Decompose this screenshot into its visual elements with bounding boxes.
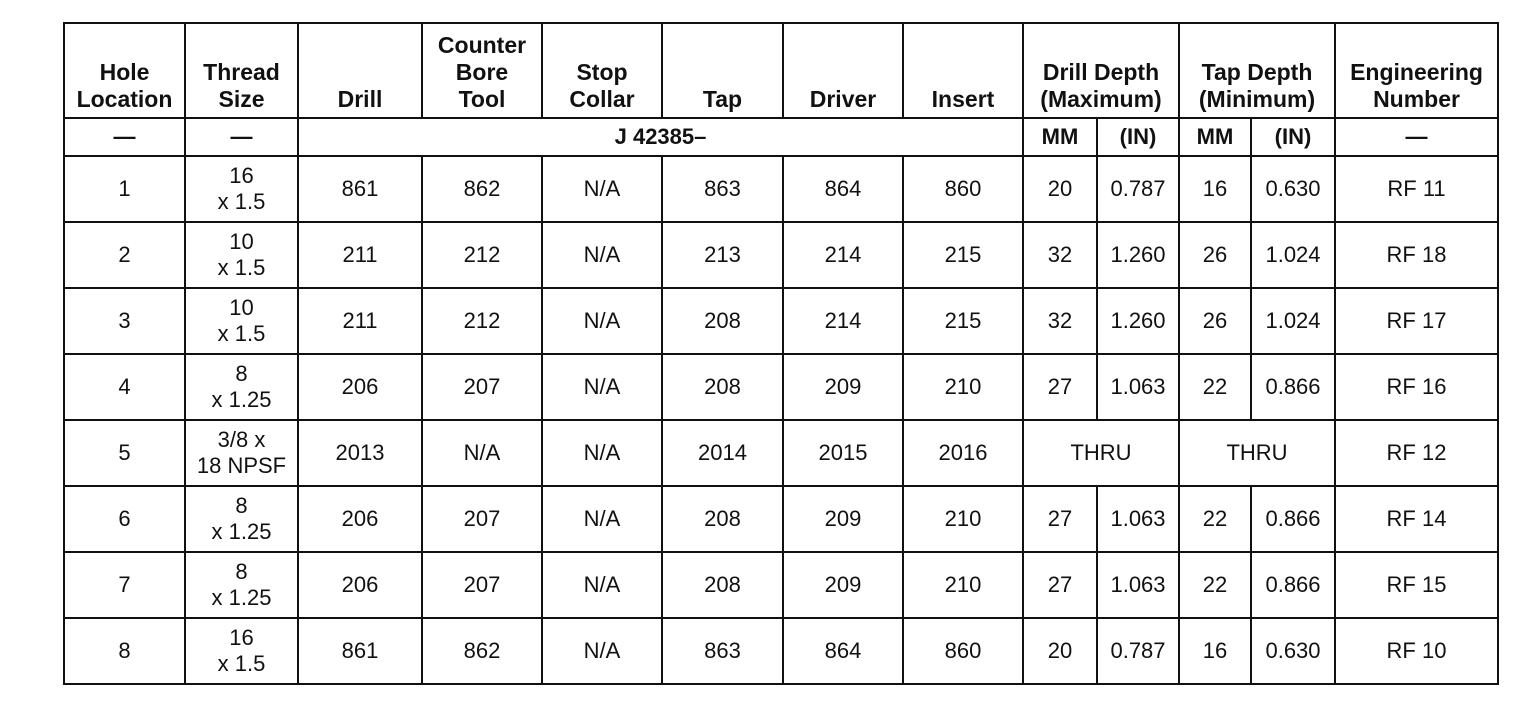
subheader-row <box>64 118 1498 156</box>
cell-drill-mm: 32 <box>1023 288 1097 354</box>
cell-hole: 3 <box>64 288 185 354</box>
cell-tap-mm: 16 <box>1179 618 1251 684</box>
cell-driver: 2015 <box>783 420 903 486</box>
cell-hole: 8 <box>64 618 185 684</box>
cell-driver: 209 <box>783 552 903 618</box>
cell-thread: 16 x 1.5 <box>185 156 298 222</box>
cell-drill: 211 <box>298 222 422 288</box>
cell-thread: 10 x 1.5 <box>185 288 298 354</box>
cell-drill-in: 1.063 <box>1097 552 1179 618</box>
cell-tap: 208 <box>662 288 783 354</box>
cell-tap-mm: 22 <box>1179 354 1251 420</box>
cell-drill: 206 <box>298 552 422 618</box>
sub-thread-size: — <box>185 118 298 156</box>
cell-driver: 864 <box>783 156 903 222</box>
cell-insert: 860 <box>903 618 1023 684</box>
header-insert: Insert <box>903 23 1023 118</box>
cell-driver: 214 <box>783 288 903 354</box>
cell-counter-bore: 207 <box>422 486 542 552</box>
cell-drill-in: 1.260 <box>1097 222 1179 288</box>
cell-hole: 6 <box>64 486 185 552</box>
cell-drill-in: 1.063 <box>1097 354 1179 420</box>
cell-drill-mm: 27 <box>1023 354 1097 420</box>
cell-insert: 210 <box>903 354 1023 420</box>
cell-drill-in: 0.787 <box>1097 156 1179 222</box>
cell-engineering-number: RF 17 <box>1335 288 1498 354</box>
cell-drill-mm: 20 <box>1023 618 1097 684</box>
table-row <box>64 288 1498 354</box>
cell-insert: 210 <box>903 486 1023 552</box>
cell-tap: 208 <box>662 354 783 420</box>
cell-tap-depth-thru: THRU <box>1179 420 1335 486</box>
cell-drill: 206 <box>298 354 422 420</box>
cell-tap: 2014 <box>662 420 783 486</box>
cell-drill: 206 <box>298 486 422 552</box>
cell-tap-in: 1.024 <box>1251 222 1335 288</box>
cell-tap-in: 0.630 <box>1251 618 1335 684</box>
cell-drill-mm: 32 <box>1023 222 1097 288</box>
cell-tap-mm: 26 <box>1179 222 1251 288</box>
cell-counter-bore: 862 <box>422 618 542 684</box>
table-row <box>64 486 1498 552</box>
cell-tap: 208 <box>662 552 783 618</box>
table-row <box>64 618 1498 684</box>
cell-stop-collar: N/A <box>542 354 662 420</box>
sub-tool-prefix: J 42385– <box>298 118 1023 156</box>
cell-driver: 209 <box>783 486 903 552</box>
header-drill: Drill <box>298 23 422 118</box>
cell-thread: 8 x 1.25 <box>185 486 298 552</box>
cell-stop-collar: N/A <box>542 618 662 684</box>
cell-counter-bore: 862 <box>422 156 542 222</box>
cell-hole: 2 <box>64 222 185 288</box>
cell-engineering-number: RF 18 <box>1335 222 1498 288</box>
header-drill-depth: Drill Depth (Maximum) <box>1023 23 1179 118</box>
header-counter-bore-tool: Counter Bore Tool <box>422 23 542 118</box>
sub-tap-in: (IN) <box>1251 118 1335 156</box>
cell-tap-in: 0.630 <box>1251 156 1335 222</box>
cell-tap-in: 0.866 <box>1251 486 1335 552</box>
header-stop-collar: Stop Collar <box>542 23 662 118</box>
cell-drill-mm: 20 <box>1023 156 1097 222</box>
cell-counter-bore: 207 <box>422 354 542 420</box>
cell-drill: 211 <box>298 288 422 354</box>
table-row <box>64 420 1498 486</box>
cell-insert: 210 <box>903 552 1023 618</box>
cell-stop-collar: N/A <box>542 156 662 222</box>
cell-insert: 215 <box>903 288 1023 354</box>
cell-thread: 16 x 1.5 <box>185 618 298 684</box>
cell-tap-in: 0.866 <box>1251 552 1335 618</box>
sub-tap-mm: MM <box>1179 118 1251 156</box>
cell-tap-mm: 26 <box>1179 288 1251 354</box>
cell-counter-bore: N/A <box>422 420 542 486</box>
table-row <box>64 354 1498 420</box>
header-tap-depth: Tap Depth (Minimum) <box>1179 23 1335 118</box>
cell-hole: 5 <box>64 420 185 486</box>
cell-hole: 7 <box>64 552 185 618</box>
cell-driver: 864 <box>783 618 903 684</box>
cell-tap: 863 <box>662 618 783 684</box>
table-row <box>64 222 1498 288</box>
cell-drill-in: 1.260 <box>1097 288 1179 354</box>
cell-driver: 209 <box>783 354 903 420</box>
cell-thread: 3/8 x 18 NPSF <box>185 420 298 486</box>
cell-engineering-number: RF 11 <box>1335 156 1498 222</box>
header-row <box>64 23 1498 118</box>
cell-engineering-number: RF 16 <box>1335 354 1498 420</box>
cell-counter-bore: 212 <box>422 222 542 288</box>
table-row <box>64 156 1498 222</box>
cell-engineering-number: RF 12 <box>1335 420 1498 486</box>
cell-tap-in: 1.024 <box>1251 288 1335 354</box>
cell-drill: 861 <box>298 618 422 684</box>
sub-drill-mm: MM <box>1023 118 1097 156</box>
cell-drill-mm: 27 <box>1023 486 1097 552</box>
cell-insert: 860 <box>903 156 1023 222</box>
sub-drill-in: (IN) <box>1097 118 1179 156</box>
cell-drill-depth-thru: THRU <box>1023 420 1179 486</box>
cell-stop-collar: N/A <box>542 486 662 552</box>
table-row <box>64 552 1498 618</box>
cell-stop-collar: N/A <box>542 222 662 288</box>
cell-drill: 861 <box>298 156 422 222</box>
cell-hole: 4 <box>64 354 185 420</box>
cell-insert: 2016 <box>903 420 1023 486</box>
cell-stop-collar: N/A <box>542 420 662 486</box>
header-hole-location: Hole Location <box>64 23 185 118</box>
cell-thread: 8 x 1.25 <box>185 552 298 618</box>
sub-hole-location: — <box>64 118 185 156</box>
cell-thread: 10 x 1.5 <box>185 222 298 288</box>
header-engineering-number: Engineering Number <box>1335 23 1498 118</box>
cell-tap: 213 <box>662 222 783 288</box>
cell-tap-mm: 22 <box>1179 552 1251 618</box>
cell-thread: 8 x 1.25 <box>185 354 298 420</box>
sub-engineering-number: — <box>1335 118 1498 156</box>
header-tap: Tap <box>662 23 783 118</box>
cell-tap-in: 0.866 <box>1251 354 1335 420</box>
tool-spec-table <box>63 22 1499 685</box>
cell-drill-in: 1.063 <box>1097 486 1179 552</box>
cell-counter-bore: 207 <box>422 552 542 618</box>
cell-insert: 215 <box>903 222 1023 288</box>
cell-hole: 1 <box>64 156 185 222</box>
header-thread-size: Thread Size <box>185 23 298 118</box>
cell-counter-bore: 212 <box>422 288 542 354</box>
cell-tap: 863 <box>662 156 783 222</box>
cell-engineering-number: RF 14 <box>1335 486 1498 552</box>
cell-drill-in: 0.787 <box>1097 618 1179 684</box>
cell-tap: 208 <box>662 486 783 552</box>
cell-drill-mm: 27 <box>1023 552 1097 618</box>
cell-stop-collar: N/A <box>542 288 662 354</box>
cell-engineering-number: RF 10 <box>1335 618 1498 684</box>
cell-tap-mm: 16 <box>1179 156 1251 222</box>
header-driver: Driver <box>783 23 903 118</box>
cell-engineering-number: RF 15 <box>1335 552 1498 618</box>
cell-driver: 214 <box>783 222 903 288</box>
cell-drill: 2013 <box>298 420 422 486</box>
cell-tap-mm: 22 <box>1179 486 1251 552</box>
cell-stop-collar: N/A <box>542 552 662 618</box>
